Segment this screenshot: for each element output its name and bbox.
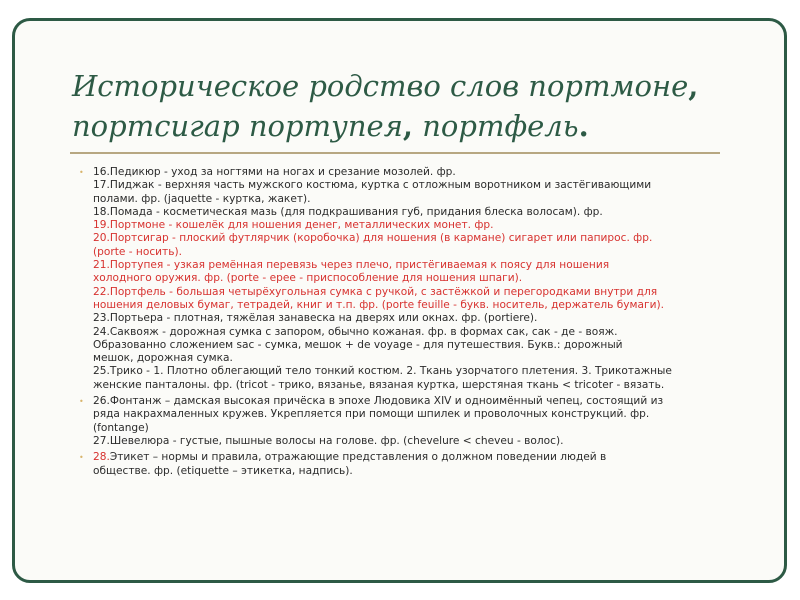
highlighted-line: 20.Портсигар - плоский футлярчик (коробочка) для ношения (в кармане) сигарет или папирос. фр. xyxy=(93,232,653,245)
text-line: 27.Шевелюра - густые, пышные волосы на голове. фр. (chevelure < cheveu - волос). xyxy=(93,434,564,447)
highlighted-line: ношения деловых бумаг, тетрадей, книг и т.п. фр. (porte feuille - букв. носитель, держатель бумаги). xyxy=(93,298,664,311)
text-line: 17.Пиджак - верхняя часть мужского костюма, куртка с отложным воротником и застёгивающими xyxy=(93,179,652,192)
text-line: 24.Саквояж - дорожная сумка с запором, обычно кожаная. фр. в формах сак, сак - де - вояж. xyxy=(93,325,618,338)
bullet-marker: • xyxy=(79,453,84,463)
highlighted-line: 21.Портупея - узкая ремённая перевязь через плечо, пристёгиваемая к поясу для ношения xyxy=(93,259,610,272)
bullet-item-2 xyxy=(79,395,751,448)
body-list xyxy=(79,166,751,481)
text-line: 25.Трико - 1. Плотно облегающий тело тонкий костюм. 2. Ткань узорчатого плетения. 3. Трикотажные xyxy=(93,365,672,378)
highlighted-line: 19.Портмоне - кошелёк для ношения денег, металлических монет. фр. xyxy=(93,219,494,232)
bullet-item-3 xyxy=(79,451,751,478)
bullet-item-1 xyxy=(79,166,751,392)
item-text: Этикет – нормы и правила, отражающие представления о должном поведении людей в xyxy=(109,451,607,464)
text-line: женские панталоны. фр. (tricot - трико, вязанье, вязаная куртка, шерстяная ткань < tricoter - вязать. xyxy=(93,378,665,391)
text-line: 23.Портьера - плотная, тяжёлая занавеска на дверях или окнах. фр. (portiere). xyxy=(93,312,538,325)
text-line: 16.Педикюр - уход за ногтями на ногах и срезание мозолей. фр. xyxy=(93,166,456,178)
bullet-marker: • xyxy=(79,168,84,177)
text-line: мешок, дорожная сумка. xyxy=(93,352,233,365)
title-underline xyxy=(70,152,720,154)
highlighted-line: 22.Портфель - большая четырёхугольная сумка с ручкой, с застёжкой и перегородками внутри для xyxy=(93,285,658,298)
text-line: 26.Фонтанж – дамская высокая причёска в эпохе Людовика XIV и одноимённый чепец, состоящий из xyxy=(93,395,664,408)
item-number: 28. xyxy=(93,451,110,464)
text-line: (fontange) xyxy=(93,421,149,434)
text-line: 18.Помада - косметическая мазь (для подкрашивания губ, придания блеска волосам). фр. xyxy=(93,205,603,218)
text-line: Образованно сложением sac - сумка, мешок + de voyage - для путешествия. Букв.: дорожный xyxy=(93,338,623,351)
highlighted-line: холодного оружия. фр. (porte - epee - приспособление для ношения шпаги). xyxy=(93,272,523,285)
text-line xyxy=(93,451,751,464)
slide-title: Историческое родство слов портмоне, портсигар портупея, портфель. xyxy=(72,69,699,143)
text-line: ряда накрахмаленных кружев. Укрепляется при помощи шпилек и проволочных конструкций. фр. xyxy=(93,408,650,421)
bullet-marker: • xyxy=(79,397,84,407)
text-line: обществе. фр. (etiquette – этикетка, надпись). xyxy=(93,464,353,477)
text-line: полами. фр. (jaquette - куртка, жакет). xyxy=(93,192,311,205)
highlighted-line: (porte - носить). xyxy=(93,245,182,258)
